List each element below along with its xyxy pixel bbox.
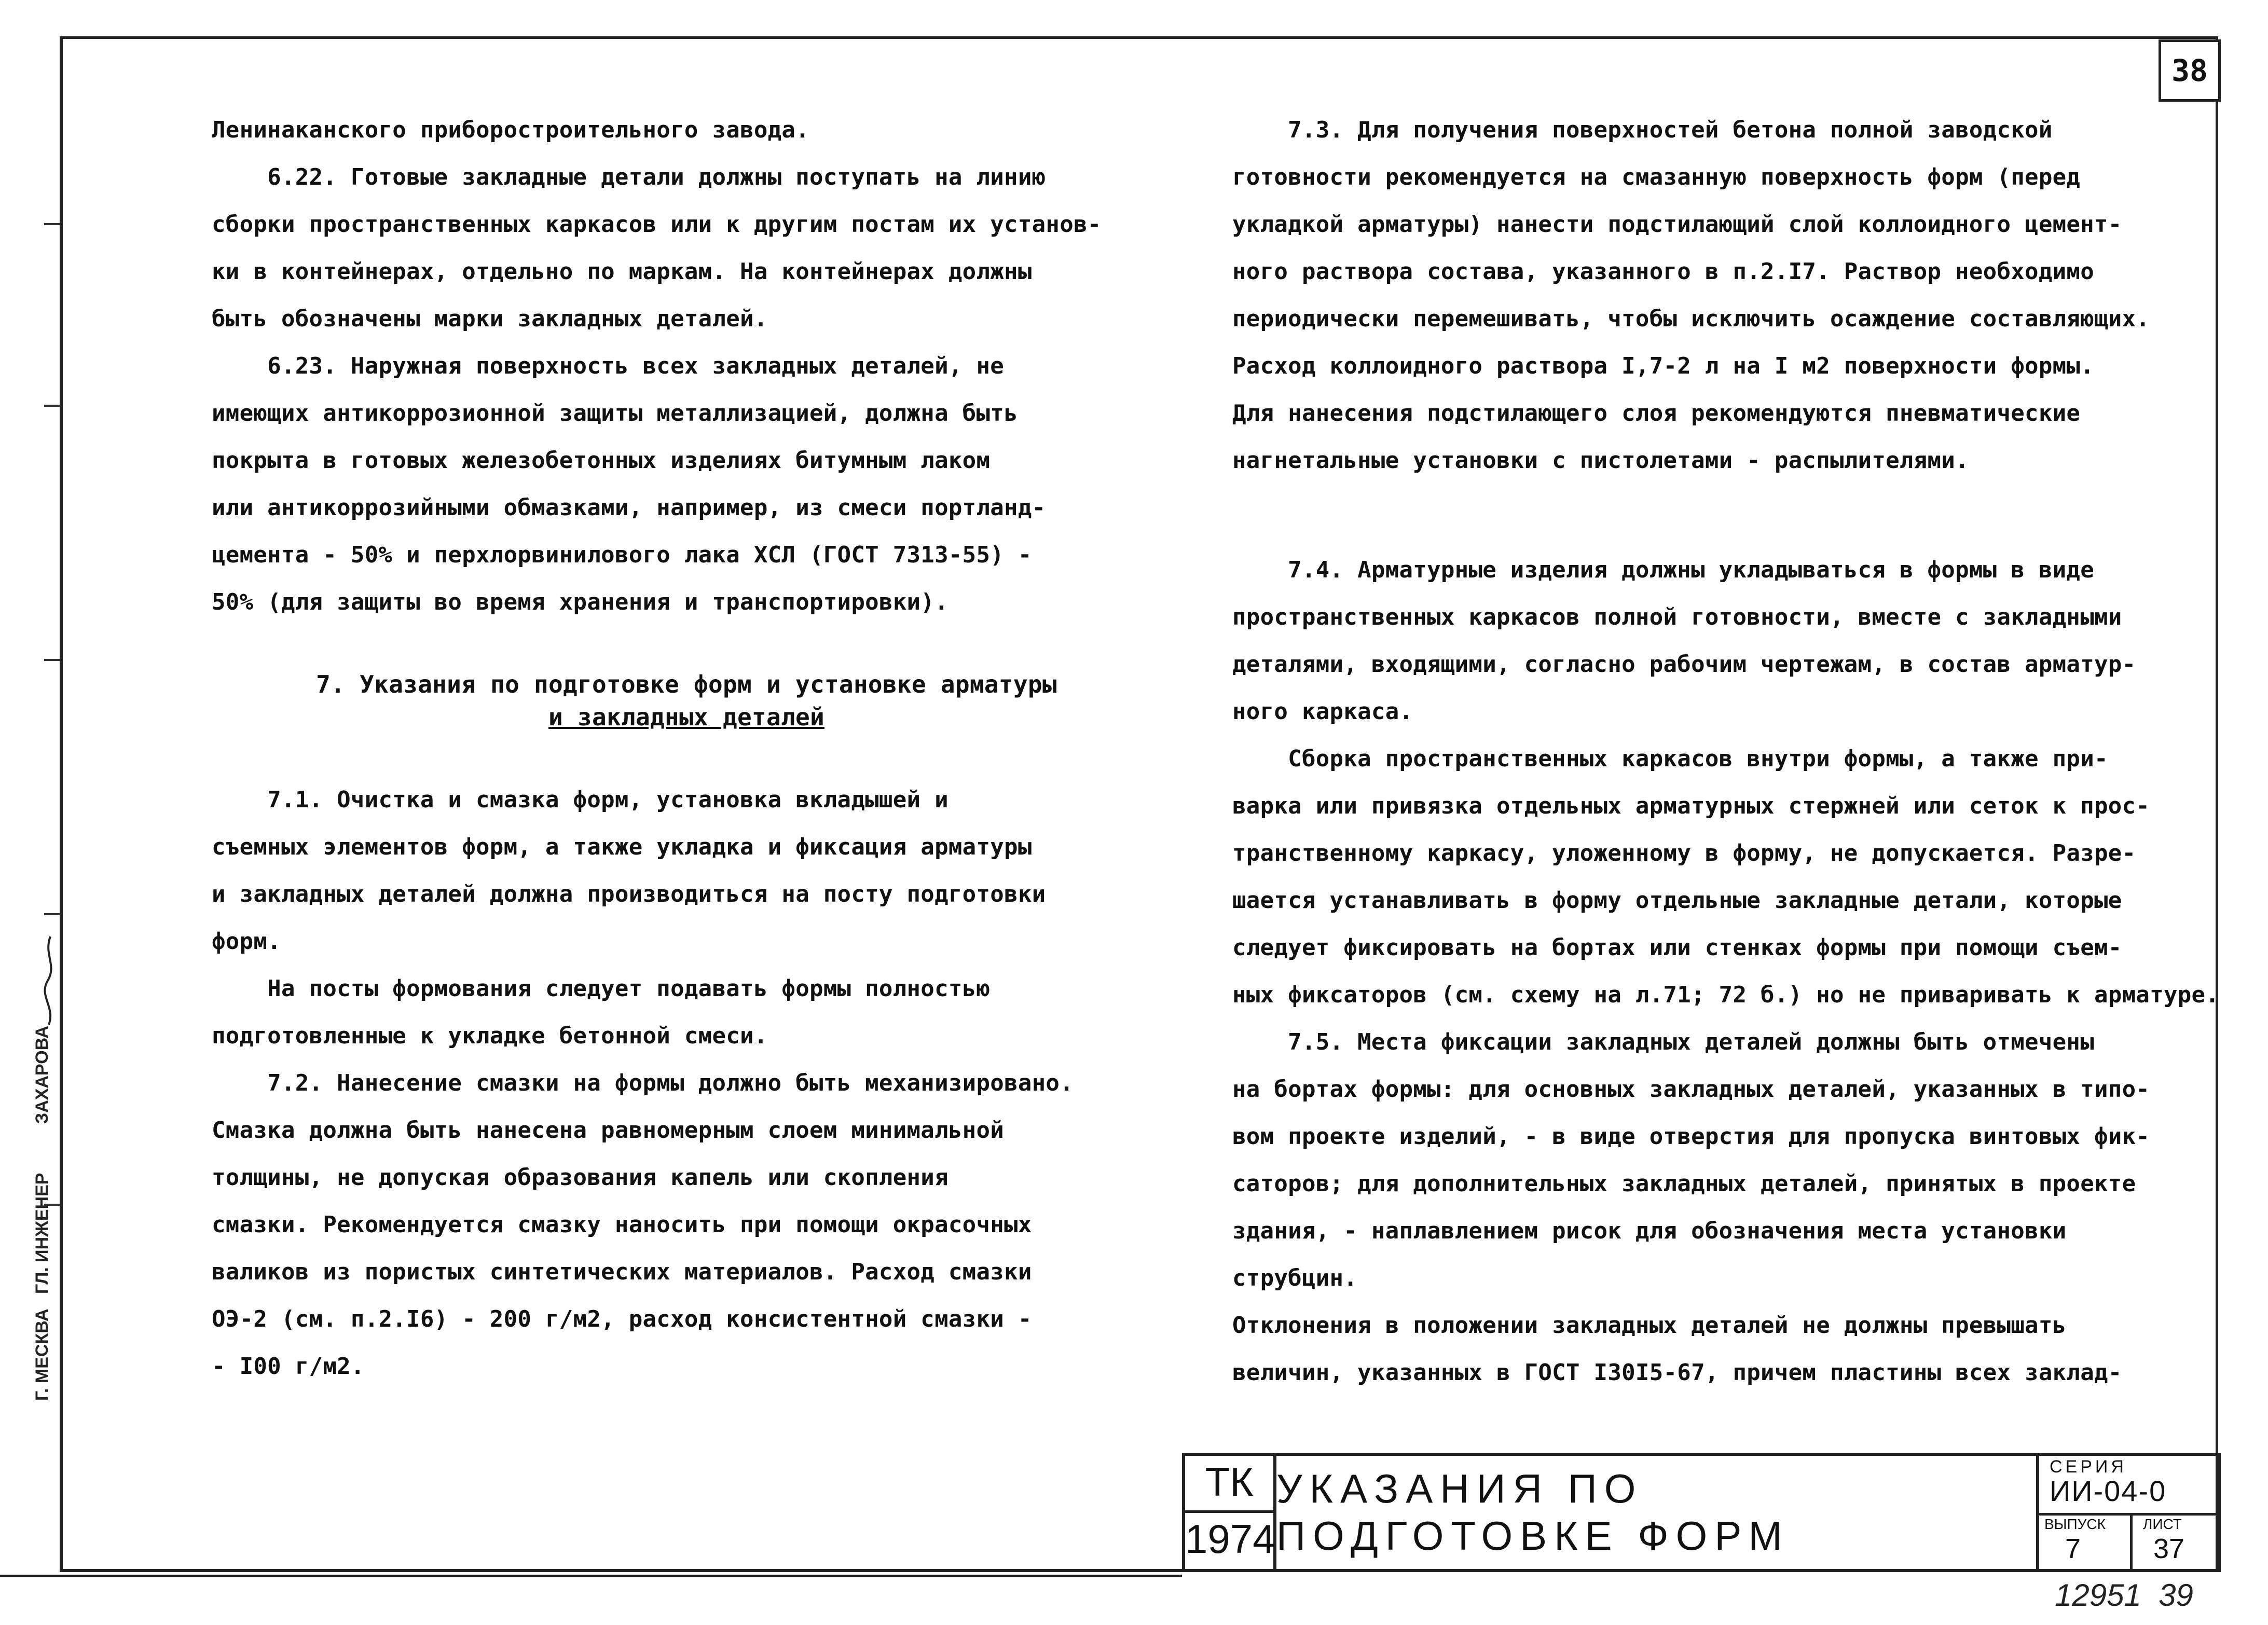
sheet-label: ЛИСТ xyxy=(2143,1516,2182,1532)
issue-label: ВЫПУСК xyxy=(2044,1516,2106,1532)
text-line: пространственных каркасов полной готовности, вместе с закладными xyxy=(1232,604,2122,630)
sheet-value: 37 xyxy=(2153,1533,2185,1564)
title-block xyxy=(1182,1453,2221,1572)
text-line: 50% (для защиты во время хранения и транспортировки). xyxy=(212,589,949,615)
text-line: 6.22. Готовые закладные детали должны поступать на линию xyxy=(212,164,1046,190)
text-line: На посты формования следует подавать формы полностью xyxy=(212,975,991,1002)
text-line: Расход коллоидного раствора I,7-2 л на I м2 поверхности формы. xyxy=(1232,353,2094,379)
margin-tick xyxy=(44,659,60,661)
text-line: 7.4. Арматурные изделия должны укладываться в формы в виде xyxy=(1232,557,2094,583)
left-paragraphs xyxy=(212,106,1161,626)
text-line: ОЭ-2 (см. п.2.I6) - 200 г/м2, расход консистентной смазки - xyxy=(212,1306,1032,1332)
text-line: вом проекте изделий, - в виде отверстия для пропуска винтовых фик- xyxy=(1232,1123,2150,1150)
margin-tick xyxy=(44,405,60,407)
text-line: здания, - наплавлением рисок для обозначения места установки xyxy=(1232,1218,2067,1244)
text-line: Отклонения в положении закладных деталей не должны превышать xyxy=(1232,1312,2067,1339)
code-year: 1974 xyxy=(1185,1516,1275,1562)
text-line: готовности рекомендуется на смазанную поверхность форм (перед xyxy=(1232,164,2081,190)
margin-tick xyxy=(44,913,60,915)
text-line: струбцин. xyxy=(1232,1265,1358,1291)
text-line: Для нанесения подстилающего слоя рекомендуются пневматические xyxy=(1232,400,2081,426)
text-line: транственному каркасу, уложенному в форму, не допускается. Разре- xyxy=(1232,840,2136,866)
text-line: варка или привязка отдельных арматурных стержней или сеток к прос- xyxy=(1232,793,2150,819)
text-line: на бортах формы: для основных закладных деталей, указанных в типо- xyxy=(1232,1076,2150,1103)
text-line: форм. xyxy=(212,928,281,955)
margin-approval-text: Г. МЕСКВА ГЛ. ИНЖЕНЕР ЗАХАРОВА xyxy=(32,1025,52,1401)
text-line: шается устанавливать в форму отдельные закладные детали, которые xyxy=(1232,887,2122,914)
title-block-code xyxy=(1185,1456,1276,1569)
text-line: Смазка должна быть нанесена равномерным слоем минимальной xyxy=(212,1117,1005,1144)
issue-value: 7 xyxy=(2065,1533,2081,1564)
text-line: смазки. Рекомендуется смазку наносить при помощи окрасочных xyxy=(212,1211,1032,1238)
inventory-number: 12951 39 xyxy=(2055,1578,2193,1613)
text-line: саторов; для дополнительных закладных деталей, принятых в проекте xyxy=(1232,1170,2136,1197)
section-heading-continued: и закладных деталей xyxy=(548,703,824,731)
text-line: подготовленные к укладке бетонной смеси. xyxy=(212,1023,768,1049)
text-line: следует фиксировать на бортах или стенках формы при помощи съем- xyxy=(1232,934,2122,961)
section-heading: 7. Указания по подготовке форм и установке арматуры xyxy=(316,670,1057,698)
text-line: нагнетальные установки с пистолетами - распылителями. xyxy=(1232,447,1969,474)
text-line: Ленинаканского приборостроительного завода. xyxy=(212,117,809,143)
text-line: Сборка пространственных каркасов внутри формы, а также при- xyxy=(1232,746,2108,772)
text-line: покрыта в готовых железобетонных изделиях битумным лаком xyxy=(212,447,991,474)
title-block-series xyxy=(2036,1456,2221,1569)
bottom-rule xyxy=(0,1575,1182,1577)
series-label: СЕРИЯ xyxy=(2050,1457,2127,1477)
text-line: 7.3. Для получения поверхностей бетона полной заводской xyxy=(1232,117,2053,143)
text-line: ного раствора состава, указанного в п.2.I7. Раствор необходимо xyxy=(1232,258,2094,285)
page-number: 38 xyxy=(2159,39,2221,102)
text-line: укладкой арматуры) нанести подстилающий слой коллоидного цемент- xyxy=(1232,211,2122,238)
text-line: съемных элементов форм, а также укладка и фиксация арматуры xyxy=(212,834,1032,860)
series-value: ИИ-04-0 xyxy=(2050,1475,2167,1507)
right-column xyxy=(1232,106,2220,1396)
signature-mark xyxy=(43,934,58,1027)
left-column xyxy=(212,106,1161,1390)
text-line: ных фиксаторов (см. схему на л.71; 72 б.) но не приваривать к арматуре. xyxy=(1232,982,2220,1008)
text-line: и закладных деталей должна производиться на посту подготовки xyxy=(212,881,1046,907)
text-line: или антикоррозийными обмазками, например, из смеси портланд- xyxy=(212,494,1046,521)
text-line: 6.23. Наружная поверхность всех закладных деталей, не xyxy=(212,353,1005,379)
text-line: периодически перемешивать, чтобы исключить осаждение составляющих. xyxy=(1232,306,2150,332)
text-line: 7.2. Нанесение смазки на формы должно быть механизировано. xyxy=(212,1070,1074,1096)
text-line: ного каркаса. xyxy=(1232,698,1413,725)
text-line: имеющих антикоррозионной защиты металлизацией, должна быть xyxy=(212,400,1018,426)
code-top: ТК xyxy=(1185,1456,1273,1513)
text-line: деталями, входящими, согласно рабочим чертежам, в состав арматур- xyxy=(1232,651,2136,678)
text-line: быть обозначены марки закладных деталей. xyxy=(212,306,768,332)
title-block-title: УКАЗАНИЯ ПО ПОДГОТОВКЕ ФОРМ xyxy=(1276,1466,1790,1559)
text-line: сборки пространственных каркасов или к другим постам их установ- xyxy=(212,211,1102,238)
text-line: 7.1. Очистка и смазка форм, установка вкладышей и xyxy=(212,787,949,813)
text-line: величин, указанных в ГОСТ I30I5-67, причем пластины всех заклад- xyxy=(1232,1359,2122,1386)
text-line: ки в контейнерах, отдельно по маркам. На контейнерах должны xyxy=(212,258,1032,285)
text-line: - I00 г/м2. xyxy=(212,1353,365,1380)
text-line: толщины, не допуская образования капель или скопления xyxy=(212,1164,949,1191)
left-paragraphs-2 xyxy=(212,776,1161,1390)
text-line: 7.5. Места фиксации закладных деталей должны быть отмечены xyxy=(1232,1029,2094,1055)
text-line: цемента - 50% и перхлорвинилового лака ХСЛ (ГОСТ 7313-55) - xyxy=(212,542,1032,568)
right-paragraphs-2 xyxy=(1232,546,2220,1396)
margin-tick xyxy=(44,223,60,225)
right-paragraphs xyxy=(1232,106,2208,484)
text-line: валиков из пористых синтетических материалов. Расход смазки xyxy=(212,1259,1032,1285)
